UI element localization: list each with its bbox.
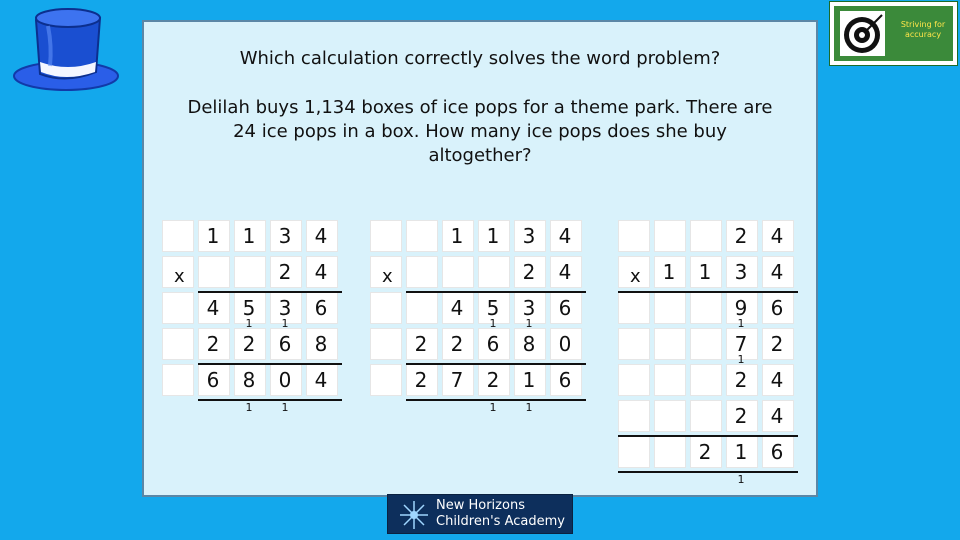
problem-line-1: Delilah buys 1,134 boxes of ice pops for a theme park. There are <box>187 97 773 118</box>
rule-line <box>198 363 342 365</box>
grid-cell <box>654 328 686 360</box>
grid-cell <box>618 364 650 396</box>
partial-product-2-digit: 2 <box>242 332 256 356</box>
top-number-digit: 4 <box>558 224 572 248</box>
multiply-sign: x <box>382 266 393 287</box>
option-a-calculation[interactable] <box>162 220 342 420</box>
partial-product-1-digit: 6 <box>314 296 328 320</box>
grid-cell <box>618 400 650 432</box>
partial-product-1-carry: 1 <box>737 317 745 330</box>
badge-label <box>894 20 952 40</box>
total-digit: 6 <box>206 368 220 392</box>
total-digit: 8 <box>242 368 256 392</box>
partial-product-1-digit: 3 <box>522 296 536 320</box>
grid-cell <box>370 220 402 252</box>
option-c-calculation[interactable] <box>618 220 804 500</box>
rule-line <box>618 471 798 473</box>
total-digit: 4 <box>314 368 328 392</box>
multiplier-digit: 2 <box>522 260 536 284</box>
multiplier-digit: 2 <box>278 260 292 284</box>
partial-product-4-digit: 2 <box>734 404 748 428</box>
total-digit: 0 <box>278 368 292 392</box>
partial-product-2-digit: 2 <box>206 332 220 356</box>
partial-product-2-carry: 1 <box>737 353 745 366</box>
grid-cell <box>690 292 722 324</box>
partial-product-1-digit: 5 <box>486 296 500 320</box>
rule-line <box>406 363 586 365</box>
grid-cell <box>690 364 722 396</box>
top-number-digit: 4 <box>314 224 328 248</box>
multiply-sign: x <box>174 266 185 287</box>
grid-cell <box>442 256 474 288</box>
grid-cell <box>478 256 510 288</box>
partial-product-2-digit: 7 <box>734 332 748 356</box>
top-number-digit: 1 <box>206 224 220 248</box>
grid-cell <box>654 364 686 396</box>
rule-line <box>618 435 798 437</box>
partial-product-2-digit: 2 <box>414 332 428 356</box>
partial-product-2-digit: 2 <box>450 332 464 356</box>
partial-product-1-digit: 6 <box>770 296 784 320</box>
grid-cell <box>654 400 686 432</box>
partial-product-3-digit: 2 <box>734 368 748 392</box>
grid-cell <box>618 436 650 468</box>
grid-cell <box>618 328 650 360</box>
rule-line <box>406 291 586 293</box>
word-problem <box>150 96 810 168</box>
partial-product-2-digit: 8 <box>314 332 328 356</box>
partial-product-2-digit: 2 <box>770 332 784 356</box>
total-digit: 2 <box>414 368 428 392</box>
total-digit: 2 <box>486 368 500 392</box>
grid-cell <box>654 220 686 252</box>
grid-cell <box>406 292 438 324</box>
grid-cell <box>690 220 722 252</box>
total-carry: 1 <box>245 401 253 414</box>
grid-cell <box>406 220 438 252</box>
partial-product-1-digit: 6 <box>558 296 572 320</box>
rule-line <box>618 291 798 293</box>
partial-product-1-digit: 4 <box>206 296 220 320</box>
grid-cell <box>370 328 402 360</box>
total-digit: 6 <box>558 368 572 392</box>
partial-product-1-carry: 1 <box>281 317 289 330</box>
badge-line-2: accuracy <box>904 30 942 39</box>
top-number-digit: 3 <box>522 224 536 248</box>
multiplier-digit: 4 <box>558 260 572 284</box>
partial-product-3-digit: 4 <box>770 368 784 392</box>
option-b-calculation[interactable] <box>370 220 592 420</box>
top-number-digit: 1 <box>242 224 256 248</box>
grid-cell <box>618 292 650 324</box>
multiplier-digit: 1 <box>698 260 712 284</box>
problem-line-2: 24 ice pops in a box. How many ice pops does she buy <box>233 121 727 142</box>
partial-product-4-digit: 4 <box>770 404 784 428</box>
grid-cell <box>370 292 402 324</box>
grid-cell <box>162 328 194 360</box>
multiplier-digit: 4 <box>770 260 784 284</box>
total-digit: 1 <box>522 368 536 392</box>
top-number-digit: 1 <box>486 224 500 248</box>
total-carry: 1 <box>737 473 745 486</box>
partial-product-1-carry: 1 <box>525 317 533 330</box>
grid-cell <box>198 256 230 288</box>
multiplier-digit: 3 <box>734 260 748 284</box>
starburst-icon <box>400 501 428 529</box>
total-carry: 1 <box>489 401 497 414</box>
partial-product-1-digit: 5 <box>242 296 256 320</box>
partial-product-2-digit: 8 <box>522 332 536 356</box>
partial-product-1-digit: 9 <box>734 296 748 320</box>
total-digit: 2 <box>698 440 712 464</box>
total-digit: 1 <box>734 440 748 464</box>
partial-product-2-digit: 0 <box>558 332 572 356</box>
grid-cell <box>654 292 686 324</box>
top-number-digit: 4 <box>770 224 784 248</box>
grid-cell <box>234 256 266 288</box>
total-digit: 7 <box>450 368 464 392</box>
grid-cell <box>162 292 194 324</box>
grid-cell <box>654 436 686 468</box>
grid-cell <box>162 220 194 252</box>
logo-line-2: Children's Academy <box>436 514 565 529</box>
rule-line <box>198 399 342 401</box>
partial-product-2-digit: 6 <box>278 332 292 356</box>
top-number-digit: 3 <box>278 224 292 248</box>
grid-cell <box>406 256 438 288</box>
top-number-digit: 2 <box>734 224 748 248</box>
question-title: Which calculation correctly solves the word problem? <box>239 48 721 69</box>
badge-line-1: Striving for <box>900 20 946 29</box>
partial-product-2-digit: 6 <box>486 332 500 356</box>
grid-cell <box>618 220 650 252</box>
rule-line <box>198 291 342 293</box>
problem-line-3: altogether? <box>428 145 532 166</box>
multiplier-digit: 1 <box>662 260 676 284</box>
grid-cell <box>162 364 194 396</box>
top-number-digit: 1 <box>450 224 464 248</box>
partial-product-1-digit: 4 <box>450 296 464 320</box>
grid-cell <box>370 364 402 396</box>
grid-cell <box>690 400 722 432</box>
logo-line-1: New Horizons <box>436 498 525 513</box>
multiply-sign: x <box>630 266 641 287</box>
multiplier-digit: 4 <box>314 260 328 284</box>
total-carry: 1 <box>525 401 533 414</box>
total-carry: 1 <box>281 401 289 414</box>
partial-product-1-digit: 3 <box>278 296 292 320</box>
partial-product-1-carry: 1 <box>489 317 497 330</box>
grid-cell <box>690 328 722 360</box>
partial-product-1-carry: 1 <box>245 317 253 330</box>
total-digit: 6 <box>770 440 784 464</box>
academy-logo <box>387 494 573 534</box>
